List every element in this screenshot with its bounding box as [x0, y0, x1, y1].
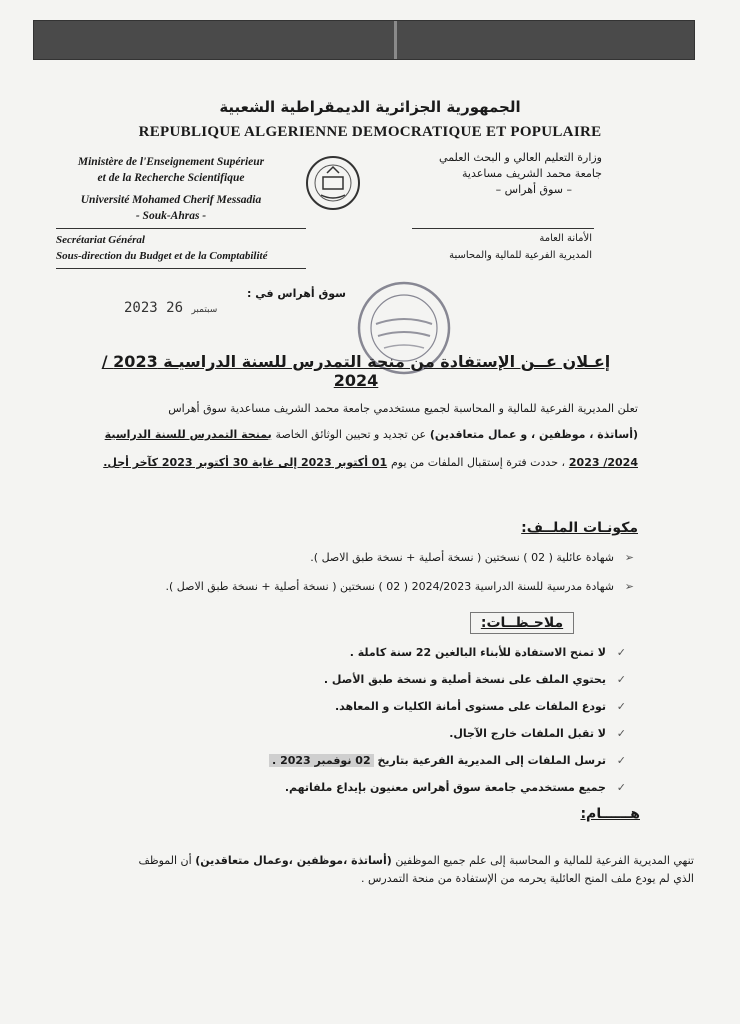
- check-icon: ✓: [616, 700, 626, 713]
- secretariat-ar: الأمانة العامة: [539, 233, 592, 244]
- divider-right: [412, 228, 594, 229]
- note-text: جميع مستخدمي جامعة سوق أهراس معنيون بإيداع ملفاتهم.: [284, 781, 606, 794]
- check-icon: ✓: [616, 781, 626, 794]
- arrow-check-icon: ➢: [624, 551, 634, 564]
- republic-title-ar: الجمهورية الجزائرية الديمقراطية الشعبية: [219, 98, 521, 116]
- city-ar-line: – سوق أهراس –: [495, 183, 572, 196]
- note-text: لا تمنح الاستفادة للأبناء البالغين 22 سنة كاملة .: [349, 646, 606, 659]
- staff-categories: (أساتذة ، موظفين ، و عمال متعاقدين): [429, 428, 638, 441]
- department-block-ar: [420, 230, 592, 264]
- date-stamp: [124, 300, 217, 316]
- important-staff: (أساتذة ،موظفين ،وعمال متعاقدين): [195, 854, 392, 867]
- list-item: [260, 700, 626, 727]
- note-text: تودع الملفات على مستوى أمانة الكليات و المعاهد.: [334, 700, 606, 713]
- place-date-label: سوق أهراس في :: [247, 287, 346, 300]
- renewal-text: عن تجديد و تحيين الوثائق الخاصة: [275, 428, 427, 441]
- announcement-line-3: [60, 456, 638, 469]
- check-icon: ✓: [616, 673, 626, 686]
- document-item-text: شهادة عائلية ( 02 ) نسختين ( نسخة أصلية + نسخة طبق الاصل ).: [310, 551, 614, 564]
- stamp-day: 26: [166, 300, 184, 316]
- university-ar-line: جامعة محمد الشريف مساعدية: [462, 167, 602, 180]
- divider-left: [56, 228, 306, 229]
- important-text-b: أن الموظف: [138, 854, 192, 867]
- deadline-highlight: 02 نوفمبر 2023 .: [269, 754, 374, 767]
- academic-year: 2024/ 2023: [568, 456, 638, 469]
- announcement-title: إعـلان عــن الإستفادة من منحة التمدرس للسنة الدراسيـة 2023 / 2024: [101, 352, 611, 390]
- document-item-text: شهادة مدرسية للسنة الدراسية 2024/2023 ( 02 ) نسختين ( نسخة أصلية + نسخة طبق الاصل ).: [165, 580, 614, 593]
- important-line-2: الذي لم يودع ملف المنح العائلية يحرمه من الإستفادة من منحة التمدرس .: [360, 872, 694, 885]
- ministry-block-ar: [432, 150, 602, 198]
- department-block-fr: [56, 232, 316, 264]
- list-item: [260, 727, 626, 754]
- documents-list: [100, 551, 634, 609]
- university-logo-icon: [305, 155, 361, 211]
- check-icon: ✓: [616, 646, 626, 659]
- list-item: [100, 551, 634, 580]
- note-text: لا تقبل الملفات خارج الآجال.: [449, 727, 606, 740]
- stamp-month: سبتمبر: [191, 305, 218, 315]
- ministry-line-2: et de la Recherche Scientifique: [97, 172, 245, 184]
- announcement-line-1: تعلن المديرية الفرعية للمالية و المحاسبة لجميع مستخدمي جامعة محمد الشريف مساعدية سوق أهراس: [168, 402, 638, 415]
- subdirection-ar: المديرية الفرعية للمالية والمحاسبة: [449, 250, 592, 261]
- important-line-1: [60, 852, 694, 870]
- university-line-2: - Souk-Ahras -: [135, 210, 207, 222]
- notes-list: [260, 646, 626, 808]
- important-text-a: تنهي المديرية الفرعية للمالية و المحاسبة إلى علم جميع الموظفين: [395, 854, 694, 867]
- list-item: [260, 646, 626, 673]
- divider-left-2: [56, 268, 306, 269]
- list-item: [260, 754, 626, 781]
- important-paragraph: [60, 852, 694, 888]
- list-item: [260, 781, 626, 808]
- republic-title-fr: REPUBLIQUE ALGERIENNE DEMOCRATIQUE ET POPULAIRE: [138, 124, 602, 140]
- period-text: ، حددت فترة إستقبال الملفات من يوم: [390, 456, 566, 469]
- list-item: [100, 580, 634, 609]
- arrow-check-icon: ➢: [624, 580, 634, 593]
- note-text: ترسل الملفات إلى المديرية الفرعية بتاريخ: [377, 754, 606, 767]
- check-icon: ✓: [616, 754, 626, 767]
- university-line-1: Université Mohamed Cherif Messadia: [80, 194, 262, 206]
- notes-heading: ملاحـظــات:: [470, 612, 574, 634]
- note-text: يحتوي الملف على نسخة أصلية و نسخة طبق الأصل .: [323, 673, 606, 686]
- stamp-year: 2023: [124, 300, 158, 316]
- grant-name: بمنحة التمدرس للسنة الدراسية: [104, 428, 272, 441]
- ministry-ar-line: وزارة التعليم العالي و البحث العلمي: [439, 151, 602, 164]
- subdirection-fr: Sous-direction du Budget et de la Comptabilité: [56, 250, 268, 262]
- secretariat-fr: Secrétariat Général: [56, 234, 145, 246]
- important-heading: هــــــام:: [580, 806, 640, 822]
- ministry-line-1: Ministère de l'Enseignement Supérieur: [77, 156, 265, 168]
- scan-redaction-bar: [33, 20, 695, 60]
- announcement-line-2: [90, 428, 638, 441]
- submission-period: 01 أكتوبر 2023 إلى غاية 30 أكتوبر 2023 كآخر أجل.: [103, 456, 388, 469]
- list-item: [260, 673, 626, 700]
- ministry-block-fr: [56, 154, 286, 224]
- check-icon: ✓: [616, 727, 626, 740]
- documents-heading: مكونـات الملــف:: [521, 520, 638, 536]
